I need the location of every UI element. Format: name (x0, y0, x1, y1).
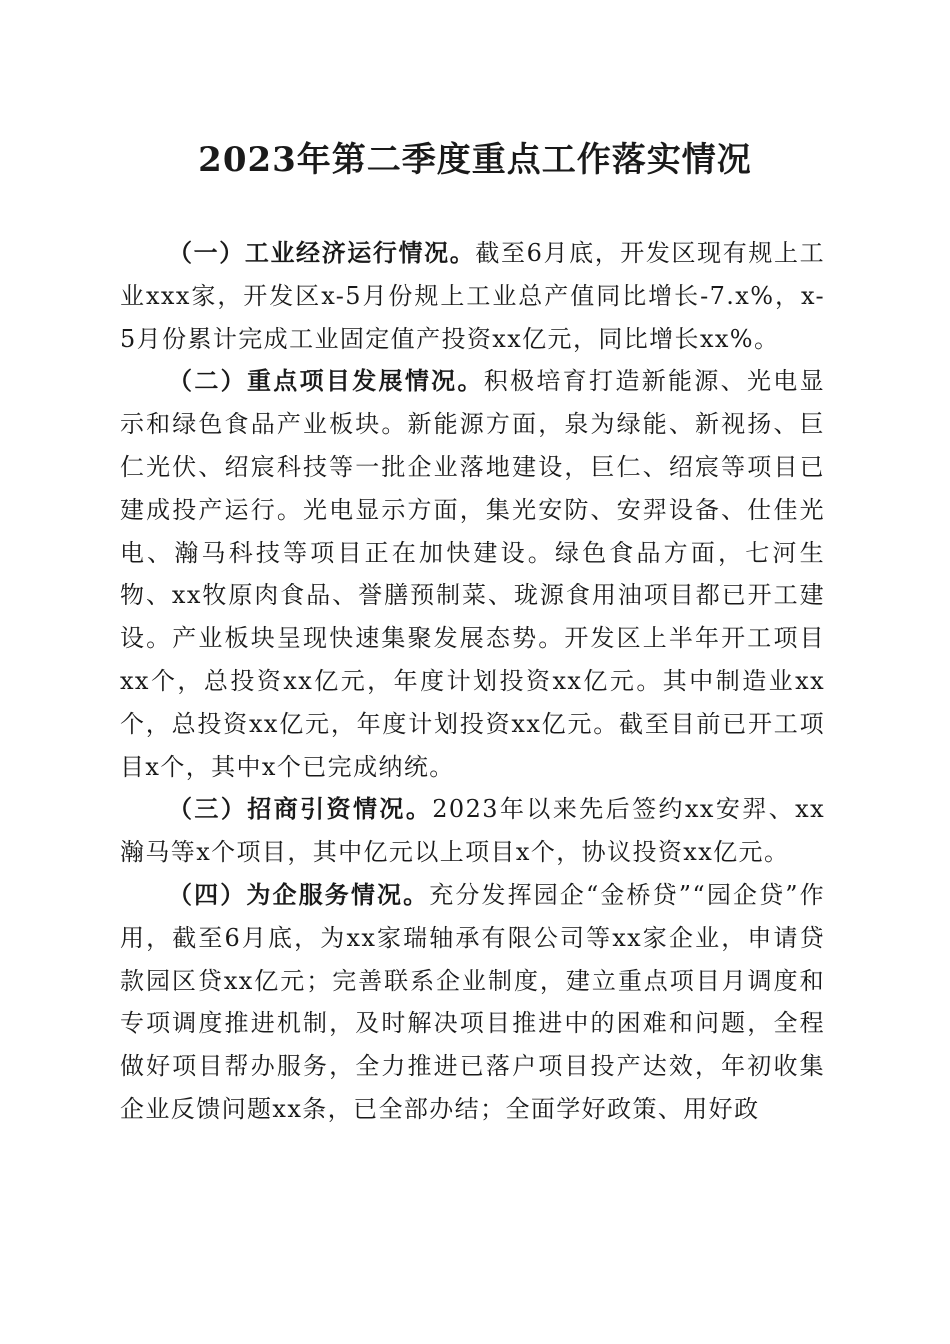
paragraph-heading: （一）工业经济运行情况。 (168, 238, 476, 267)
paragraph-text: 积极培育打造新能源、光电显示和绿色食品产业板块。新能源方面，泉为绿能、新视扬、巨仁光伏、绍宸科技等一批企业落地建设，巨仁、绍宸等项目已建成投产运行。光电显示方面，集光安防、安羿设备、仕佳光电、瀚马科技等项目正在加快建设。绿色食品方面，七河生物、xx牧原肉食品、誉膳预制菜、珑源食用油项目都已开工建设。产业板块呈现快速集聚发展态势。开发区上半年开工项目xx个，总投资xx亿元，年度计划投资xx亿元。其中制造业xx个，总投资xx亿元，年度计划投资xx亿元。截至目前已开工项目x个，其中x个已完成纳统。 (120, 367, 825, 781)
document-body (120, 232, 825, 1131)
paragraph-enterprise-service (120, 874, 825, 1131)
paragraph-text: 充分发挥园企“金桥贷”“园企贷”作用，截至6月底，为xx家瑞轴承有限公司等xx家企业，申请贷款园区贷xx亿元；完善联系企业制度，建立重点项目月调度和专项调度推进机制，及时解决项目推进中的困难和问题，全程做好项目帮办服务，全力推进已落户项目投产达效，年初收集企业反馈问题xx条，已全部办结；全面学好政策、用好政 (120, 880, 825, 1123)
page-title: 2023年第二季度重点工作落实情况 (198, 140, 752, 180)
paragraph-key-projects (120, 360, 825, 788)
paragraph-text: 截至6月底，开发区现有规上工业xxx家，开发区x-5月份规上工业总产值同比增长-7.x%，x-5月份累计完成工业固定值产投资xx亿元，同比增长xx%。 (120, 239, 825, 353)
paragraph-heading: （二）重点项目发展情况。 (168, 366, 484, 396)
paragraph-heading: （四）为企服务情况。 (168, 879, 430, 909)
paragraph-heading: （三）招商引资情况。 (168, 794, 433, 824)
paragraph-industrial-economy (120, 232, 825, 360)
paragraph-investment (120, 788, 825, 874)
paragraph-text: 2023年以来先后签约xx安羿、xx瀚马等x个项目，其中亿元以上项目x个，协议投资xx亿元。 (120, 795, 825, 867)
